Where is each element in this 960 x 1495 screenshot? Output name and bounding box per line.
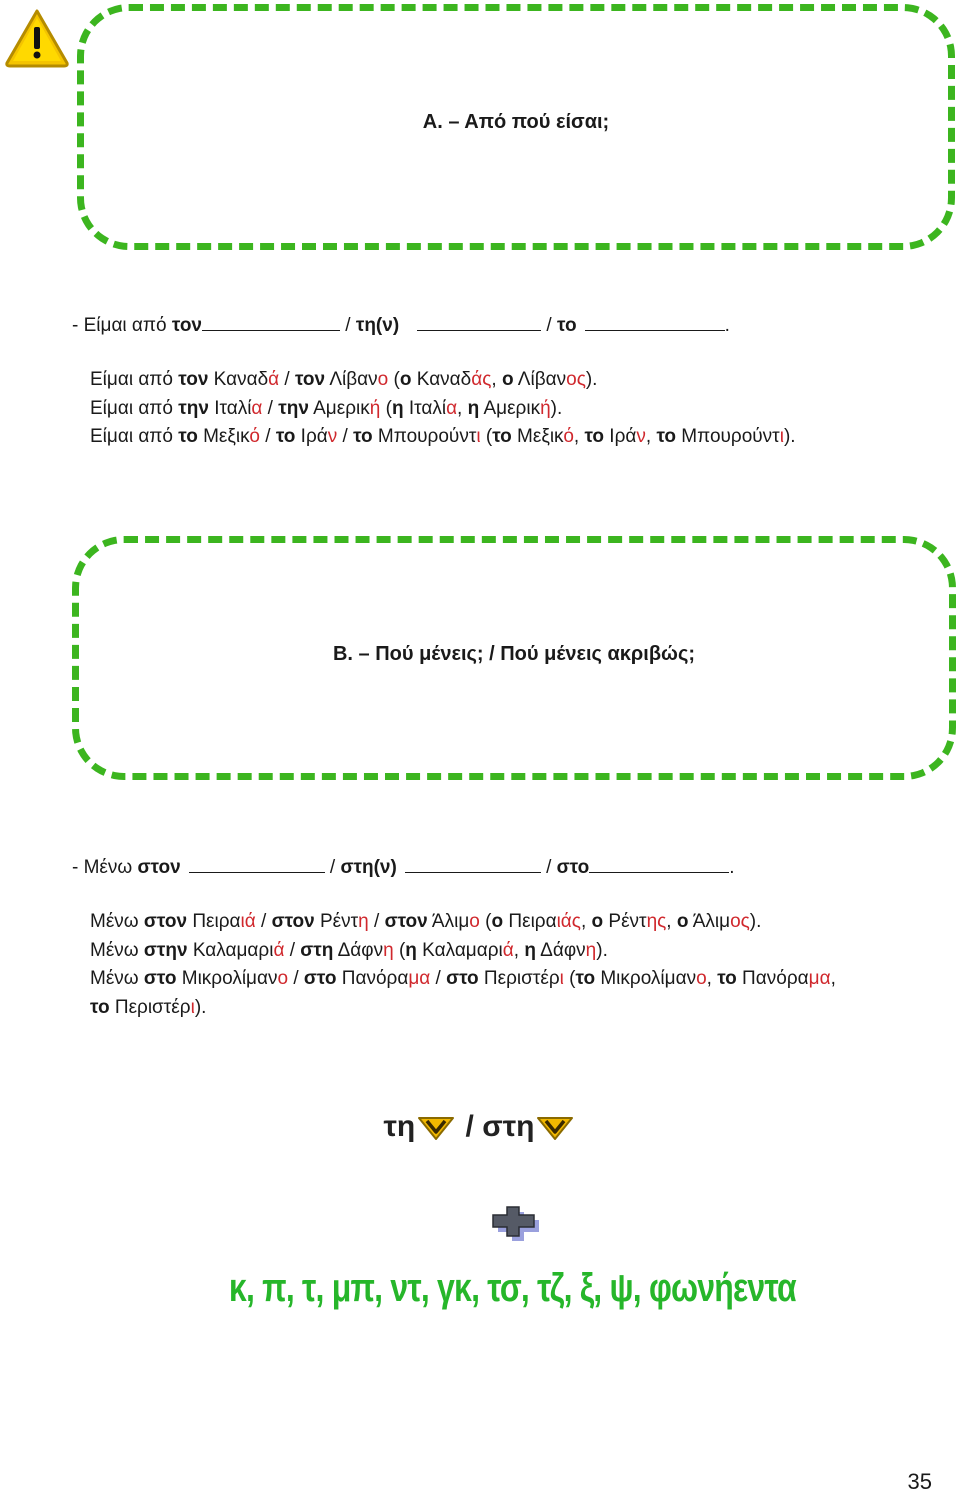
article: στην	[143, 939, 188, 961]
text-segment: (	[479, 911, 492, 932]
text-segment: Καναδ	[411, 369, 472, 390]
article: στο	[446, 968, 479, 989]
word-ending: ος	[730, 911, 750, 932]
article: στη	[300, 939, 334, 961]
text-segment: Καλαμαρι	[416, 939, 503, 961]
text-segment: /	[288, 968, 304, 989]
word-ending: μα	[408, 968, 431, 989]
section-b-box	[72, 536, 956, 780]
section-b-title: Β. – Πού μένεις; / Πού μένεις ακριβώς;	[332, 643, 696, 665]
word-ending: ι	[559, 968, 564, 989]
text-segment: (	[563, 968, 576, 989]
word-ending: ιά	[240, 911, 256, 932]
text-segment: Άλιμ	[427, 911, 470, 932]
text-segment: ).	[783, 426, 796, 447]
word-ending: ά	[502, 939, 514, 961]
word-ending: ο	[277, 968, 289, 989]
word-ending: α	[446, 397, 458, 419]
article: το	[717, 968, 737, 989]
article: ο	[501, 369, 514, 390]
text-segment: (	[480, 426, 493, 447]
text-segment: /	[262, 397, 279, 419]
example-line	[90, 937, 836, 966]
text-segment: ,	[457, 397, 468, 419]
text-segment: Λίβαν	[513, 369, 567, 390]
text-segment: Αμερικ	[479, 397, 541, 419]
text-segment: ,	[830, 968, 836, 989]
period: .	[729, 857, 735, 878]
text-segment: (	[388, 369, 400, 390]
text-segment: Ιταλί	[208, 397, 252, 419]
text-segment: Μπουρούντ	[676, 426, 780, 447]
consonants-list: κ, π, τ, μπ, ντ, γκ, τσ, τζ, ξ, ψ, φωνήεντα	[228, 1266, 796, 1310]
text-segment: ,	[706, 968, 718, 989]
text-segment: Είμαι από	[90, 426, 179, 447]
text-segment: ).	[749, 911, 762, 932]
article: το	[575, 968, 596, 989]
text-segment: Αμερικ	[308, 397, 370, 419]
pattern-word-sto: στο	[556, 857, 590, 878]
section-b-pattern	[72, 856, 735, 877]
article: το	[656, 426, 677, 447]
example-line	[90, 994, 836, 1023]
text-segment: ).	[550, 397, 563, 419]
text-segment: /	[259, 426, 276, 447]
article: το	[353, 426, 373, 447]
article: η	[467, 397, 480, 419]
word-ending: ι	[190, 996, 195, 1018]
v-letter-icon	[417, 1115, 455, 1141]
article: την	[278, 397, 309, 419]
word-ending: ό	[249, 426, 260, 447]
pattern-word-tin: τη(ν)	[355, 315, 400, 336]
rule-left: τη	[383, 1110, 416, 1143]
text-segment: ,	[666, 911, 677, 932]
text-segment: Λίβαν	[325, 369, 378, 390]
section-a-box	[77, 4, 955, 250]
separator: /	[540, 857, 557, 878]
section-a-title: Α. – Από πού είσαι;	[422, 111, 610, 133]
blank-1[interactable]	[189, 856, 325, 873]
word-ending: ν	[636, 426, 646, 447]
word-ending: η	[358, 911, 369, 932]
rule-right: στη	[482, 1110, 535, 1143]
text-segment: Μπουρούντ	[372, 426, 477, 447]
text-segment: Πανόρα	[336, 968, 409, 989]
rule-separator: /	[457, 1110, 483, 1143]
example-line	[90, 908, 836, 937]
text-segment: Δάφν	[333, 939, 384, 961]
text-segment: /	[368, 911, 385, 932]
separator: /	[324, 857, 341, 878]
text-segment: ,	[491, 369, 502, 390]
plus-icon	[492, 1205, 540, 1241]
blank-2[interactable]	[405, 856, 541, 873]
pattern-word-ton: τον	[171, 315, 202, 336]
text-segment: /	[255, 911, 272, 932]
pattern-prefix: - Μένω	[72, 857, 138, 878]
text-segment: Περιστέρ	[478, 968, 560, 989]
article: ο	[399, 369, 412, 390]
word-ending: α	[251, 397, 263, 419]
article: ο	[591, 911, 604, 932]
word-ending: ο	[696, 968, 707, 989]
text-segment: Μεξικ	[511, 426, 564, 447]
article: στον	[384, 911, 428, 932]
word-ending: ή	[369, 397, 381, 419]
article: ο	[676, 911, 689, 932]
article: στον	[143, 911, 188, 932]
text-segment: Καναδ	[208, 369, 269, 390]
text-segment: Καλαμαρι	[187, 939, 274, 961]
separator: /	[541, 315, 557, 336]
text-segment: Πειρα	[187, 911, 241, 932]
word-ending: ο	[377, 369, 389, 390]
blank-1[interactable]	[202, 314, 340, 331]
text-segment: Μεξικ	[197, 426, 250, 447]
blank-3[interactable]	[589, 856, 729, 873]
text-segment: Μικρολίμαν	[176, 968, 278, 989]
text-segment: ).	[194, 996, 207, 1018]
word-ending: μα	[808, 968, 831, 989]
example-line	[90, 366, 796, 395]
text-segment: ,	[573, 426, 585, 447]
article: ο	[491, 911, 504, 932]
example-line	[90, 423, 796, 452]
text-segment: ,	[645, 426, 657, 447]
pattern-word-to: το	[557, 315, 577, 336]
section-b-examples	[90, 908, 836, 1022]
word-ending: ιάς	[556, 911, 581, 932]
article: την	[178, 397, 209, 419]
text-segment: Πειρα	[503, 911, 557, 932]
text-segment: Είμαι από	[90, 369, 179, 390]
text-segment: Περιστέρ	[109, 996, 191, 1018]
separator: /	[340, 315, 356, 336]
word-ending: ο	[469, 911, 480, 932]
text-segment: (	[380, 397, 392, 419]
example-line	[90, 395, 796, 424]
text-segment: /	[279, 369, 295, 390]
pattern-prefix: - Είμαι από	[72, 315, 172, 336]
text-segment: Ιρά	[604, 426, 637, 447]
text-segment: /	[430, 968, 447, 989]
text-segment: ,	[580, 911, 592, 932]
example-line	[90, 965, 836, 994]
period: .	[724, 315, 730, 336]
word-ending: ι	[476, 426, 481, 447]
word-ending: ος	[566, 369, 586, 390]
blank-3[interactable]	[585, 314, 725, 331]
word-ending: ά	[268, 369, 280, 390]
text-segment: Ιταλί	[403, 397, 447, 419]
article: η	[391, 397, 404, 419]
text-segment: ,	[513, 939, 525, 961]
text-segment: ).	[596, 939, 608, 961]
article: τον	[294, 369, 326, 390]
word-ending: η	[383, 939, 394, 961]
text-segment: Μένω	[90, 911, 144, 932]
text-segment: Μικρολίμαν	[595, 968, 697, 989]
v-letter-icon	[536, 1115, 574, 1141]
word-ending: άς	[471, 369, 492, 390]
article: στο	[303, 968, 337, 989]
word-ending: η	[585, 939, 597, 961]
word-ending: ή	[540, 397, 551, 419]
text-segment: Πανόρα	[736, 968, 809, 989]
article: στον	[271, 911, 315, 932]
text-segment: (	[393, 939, 406, 961]
blank-2[interactable]	[417, 314, 541, 331]
text-segment: Μένω	[90, 968, 144, 989]
page-number: 35	[907, 1469, 932, 1494]
word-ending: ης	[646, 911, 667, 932]
word-ending: ά	[273, 939, 285, 961]
word-ending: ν	[327, 426, 338, 447]
rule-line	[0, 1110, 960, 1144]
article: τον	[178, 369, 209, 390]
pattern-word-stin: στη(ν)	[340, 857, 397, 878]
text-segment: /	[337, 426, 354, 447]
article: στο	[143, 968, 177, 989]
section-a-pattern	[72, 314, 730, 335]
text-segment: Άλιμ	[688, 911, 731, 932]
text-segment: ).	[585, 369, 598, 390]
article: το	[90, 996, 110, 1018]
text-segment: Είμαι από	[90, 397, 179, 419]
warning-triangle-icon	[4, 8, 70, 68]
word-ending: ι	[779, 426, 784, 447]
article: το	[492, 426, 512, 447]
text-segment: Δάφν	[535, 939, 586, 961]
text-segment: /	[284, 939, 301, 961]
text-segment: Ιρά	[295, 426, 328, 447]
word-ending: ό	[563, 426, 574, 447]
section-a-examples	[90, 366, 796, 452]
article: το	[178, 426, 198, 447]
article: η	[524, 939, 536, 961]
text-segment: Ρέντ	[603, 911, 647, 932]
text-segment: Ρέντ	[314, 911, 359, 932]
article: το	[275, 426, 296, 447]
article: το	[584, 426, 605, 447]
text-segment: Μένω	[90, 939, 144, 961]
pattern-word-ston: στον	[137, 857, 181, 878]
article: η	[405, 939, 417, 961]
